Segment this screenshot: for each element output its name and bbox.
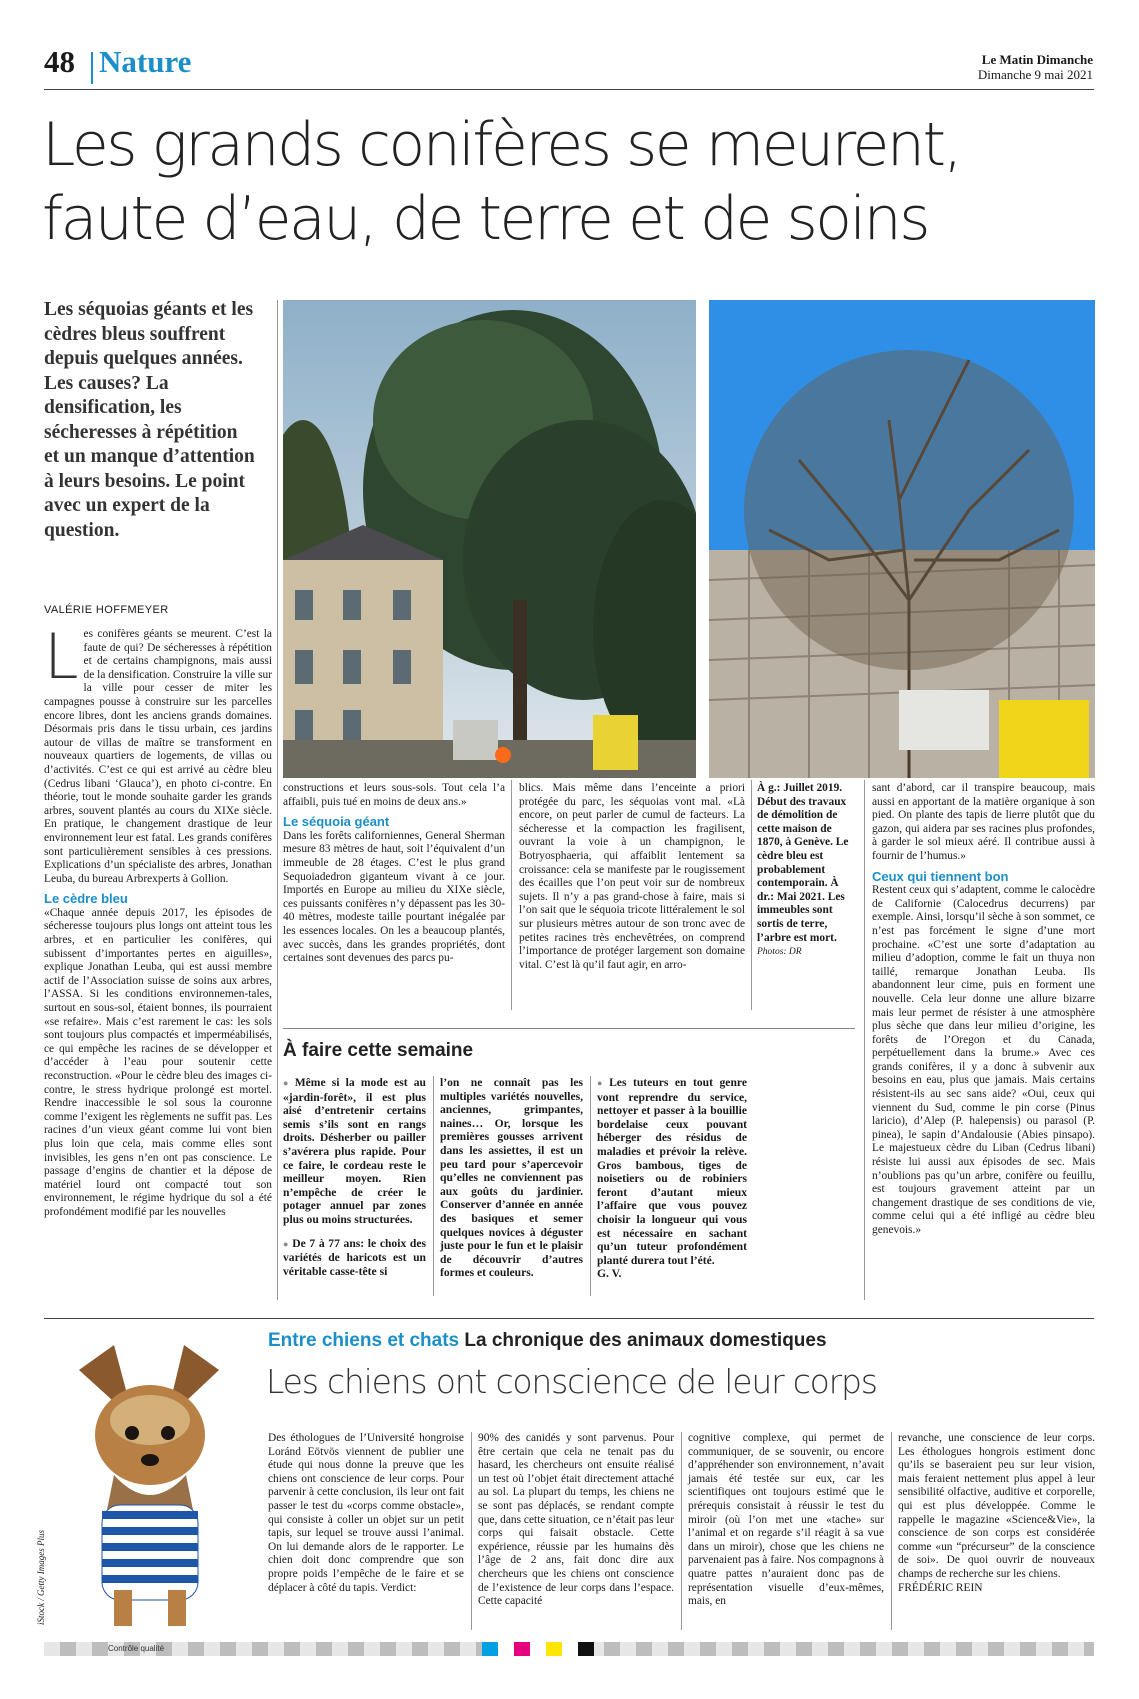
- column-rule-3: [751, 780, 752, 1010]
- article-column-5: [872, 782, 1095, 1238]
- column-5-lead: sant d’abord, car il transpire beaucoup, mais aussi en apportant de la matière organique à son pied. On plante des tapis de lierre plutôt que du gazon, qui aidera par ses racines plus profondes, à garder le sol mieux aéré. Il contribue aussi à fournir de l’humus.»: [872, 782, 1095, 862]
- swatch-white-2: [530, 1642, 546, 1656]
- chronicle-rule: [44, 1318, 1094, 1319]
- dog-photo-credit: iStock / Getty Images Plus: [36, 1530, 46, 1625]
- chronicle-column-2: [478, 1432, 674, 1609]
- chronicle-rule-2: [681, 1432, 682, 1630]
- photo-cedar-2019: [283, 300, 696, 778]
- column-1-body: «Chaque année depuis 2017, les épisodes de sécheresse toujours plus longs ont atteint tous les arbres, et en particulier les conifères, qui subissent d’importantes pertes en aiguilles», explique Jonathan Leuba, qui est aussi membre actif de l’Association suisse de soins aux arbres, l’ASSA. Si les conditions environnemen-tales, surtout en sous-sol, étaient bonnes, ils pourraient «se refaire». Mais c’est rarement le cas: les sols sont toujours plus compactés et imperméabilisés, ce qui empêche les racines de se développer et d’accéder à l’eau pour soutenir cette reconstruction. «Pour le cèdre bleu des images ci-contre, le stress hydrique prolongé est mortel. Rendre inaccessible le sol sous la couronne comme l’exigent les règlements ne suffit pas. Les racines d’un vieux géant comme lui vont bien plus loin que cela, mais comme elles sont invisibles, les gens n’en ont pas conscience. Le passage d’engins de chantier et la dépose de matériel lourd ont compacté tout son environnement, le régime hydrique du sol a été profondément modifié par les nouvelles: [44, 906, 272, 1218]
- tip-2-text: De 7 à 77 ans: le choix des variétés de haricots est un véritable casse-tête si: [283, 1236, 427, 1278]
- column-2-lead: constructions et leurs sous-sols. Tout cela l’a affaibli, puis tué en moins de deux ans.»: [283, 782, 505, 808]
- chronicle-col-2-text: 90% des canidés y sont parvenus. Pour être certain que cela ne tenait pas du hasard, les chercheurs ont ensuite réalisé un test où l’objet était directement attaché au sol. La plupart du temps, les chiens ne se sont pas déplacés, se rendant compte que, dans cette situation, ce n’était pas leur corps qui faisait obstacle. Cette expérience, réussie par les humains dès l’âge de 2 ans, fait donc dire aux chercheurs que les chiens ont conscience de l’existence de leur corps dans l’espace. Cette capacité: [478, 1432, 674, 1608]
- chronicle-col-1-text: Des éthologues de l’Université hongroise Loránd Eötvös viennent de publier une étude qui nous donne la preuve que les chiens ont conscience de leur corps. Pour parvenir à cette conclusion, ils leur ont fait passer le test du «corps comme obstacle», qui consiste à coller un objet sur un petit tapis, sur lequel se trouve aussi l’animal. On lui demande alors de le rapporter. Le chien doit donc comprendre que son propre poids l’empêche de le faire et se déplacer à côté du tapis. Verdict:: [268, 1432, 464, 1594]
- caption-credit: Photos: DR: [757, 947, 802, 958]
- tip-1-text: Même si la mode est au «jardin-forêt», il est plus aisé d’entretenir certains semis s’ils sont en rangs droits. Désherber ou pailler s’avérera plus rapide. Pour ce faire, le cordeau reste le meilleur moyen. Rien n’empêche de créer le potager annuel par zones plus ou moins structurées.: [283, 1076, 427, 1226]
- box-column-3: [597, 1076, 747, 1281]
- header-rule: [44, 89, 1094, 90]
- column-rule-4: [864, 780, 865, 1300]
- swatch-black: [578, 1642, 594, 1656]
- subhead-sequoia: Le séquoia géant: [283, 814, 390, 830]
- section-title: Nature: [99, 44, 192, 79]
- photo-cedar-2021: [709, 300, 1095, 778]
- chronicle-title: Les chiens ont conscience de leur corps: [266, 1362, 877, 1401]
- subhead-ceux-qui-tiennent: Ceux qui tiennent bon: [872, 868, 1009, 884]
- chronicle-author: FRÉDÉRIC REIN: [898, 1581, 983, 1594]
- chronicle-column-1: [268, 1432, 464, 1595]
- chronicle-column-4: [898, 1432, 1095, 1595]
- publication-name: Le Matin Dimanche: [981, 52, 1093, 67]
- box-column-1: [283, 1076, 426, 1278]
- box-title: À faire cette semaine: [283, 1040, 474, 1061]
- article-column-2: [283, 782, 505, 966]
- column-2-body: Dans les forêts californiennes, General Sherman mesure 83 mètres de haut, soit l’équivalent d’un immeuble de 28 étages. C’est le plus grand Sequoiadedron giganteum vivant à ce jour. Importés en Europe au milieu du XIXe siècle, ces puissants conifères n’y dépassent pas les 30-40 mètres, modeste taille pourtant inégalée par les essences locales. On les a beaucoup plantés, avec succès, dans les grandes propriétés, dont certaines sont devenues des parcs pu-: [283, 829, 505, 965]
- issue-date: Dimanche 9 mai 2021: [977, 67, 1093, 82]
- swatch-white-3: [562, 1642, 578, 1656]
- chronicle-rule-1: [471, 1432, 472, 1630]
- photo-caption: [757, 782, 857, 960]
- chronicle-col-3-text: cognitive complexe, qui permet de communiquer, de se souvenir, ou encore d’appréhender son environnement, n’avait jamais été testée sur eux, car les scientifiques ont toujours estimé que le prérequis consistait à réussir le test du miroir (où l’on met une «tache» sur l’animal et on regarde s’il réagit à sa vue dans un miroir), chose que les chiens ne parvenaient pas à faire. Nos compagnons à quatre pattes n’auraient donc pas de représentation visuelle d’eux-mêmes, mais, en: [688, 1432, 884, 1608]
- tip-3: [597, 1076, 747, 1267]
- column-rule-1: [277, 300, 278, 1300]
- column-1-intro: es conifères géants se meurent. C’est la faute de qui? De sécheresses à répétition et de certains champignons, mais aussi de la densification. Construire la ville sur la ville pour cesser de miter les campagnes pousse à construire sur les parcelles encore libres, dont les anciens grands domaines. Désormais pris dans le tissu urbain, ces jardins autour de villas de maître se transforment en nouveaux quartiers de logements, de villas ou d’activités. C’est ce qui est arrivé au cèdre bleu (Cedrus libani ‘Glauca’), en photo ci-contre. En théorie, tout le monde souhaite garder les grands arbres, souvent plantés au cours du XIXe siècle. En pratique, le changement drastique de leur environnement leur est fatal. Les grands conifères sont particulièrement sensibles à ces pressions. Explications d’un spécialiste des arbres, Jonathan Leuba, du bureau Arbrexperts à Gollion.: [44, 628, 272, 885]
- box-top-rule: [283, 1028, 855, 1029]
- lede: Les séquoias géants et les cèdres bleus souffrent depuis quelques années. Les causes? La densification, les sécheresses à répétition et un manque d’attention à leurs besoins. Le point avec un expert de la question.: [44, 299, 255, 541]
- swatch-magenta: [514, 1642, 530, 1656]
- dog-photo: [44, 1325, 258, 1630]
- quality-control-label: Contrôle qualité: [108, 1644, 165, 1653]
- box-rule-2: [590, 1076, 591, 1296]
- headline-line-1: Les grands conifères se meurent,: [42, 110, 961, 180]
- caption-text: À g.: Juillet 2019. Début des travaux de démolition de cette maison de 1870, à Genève. Le cèdre bleu est probablement contemporain. À dr.: Mai 2021. Les immeubles sont sortis de terre, l’arbre est mort.: [757, 782, 849, 944]
- chronicle-column-3: [688, 1432, 884, 1609]
- swatch-cyan: [482, 1642, 498, 1656]
- column-rule-2: [511, 780, 512, 1010]
- tip-2: [283, 1237, 426, 1279]
- column-5-body: Restent ceux qui s’adaptent, comme le calocèdre de Californie (Calocedrus decurrens) par exemple. Ainsi, lorsqu’il sèche à son sommet, ce n’est pas forcément le signe d’une mort prochaine. «C’est une sorte d’adaptation au milieu d’adoption, comme le fait un thuya non taillé, remarque Jonathan Leuba. Ils abandonnent leur cime, puis en forment une nouvelle. Cela leur donne une allure bizarre mais leur permet de résister à une atmosphère plus sèche que dans leur milieu d’origine, les forêts de l’Oregon et du Canada, perpétuellement dans la brume.» Avec ces grands conifères, il y a donc à subvenir aux besoins en eau, plus que jamais. Mais certains résistent-ils au sec sans aide? «Oui, ceux qui viennent du Sud, comme le pin corse (Pinus laricio), d’Alep (P. halepensis) ou parasol (P. pinea), le sapin d’Andalousie (Abies pinsapo). Le majestueux cèdre du Liban (Cedrus libani) résiste lui aussi aux épisodes de sec. Mais n’oublions pas qu’un arbre, conifère ou feuillu, est toujours gravement atteint par un changement drastique de ses conditions de vie, comme celui qui a été infligé au cèdre bleu genevois.»: [872, 884, 1095, 1236]
- tip-3-text: Les tuteurs en tout genre vont reprendre du service, nettoyer et passer à la bouillie bordelaise ceux pouvant héberger des résidus de maladies et prévoir la relève. Gros bambous, tiges de noisetiers ou de robiniers feront d’autant mieux l’affaire que vous pouvez choisir la longueur qui vous est nécessaire en sachant qu’un tuteur profondément planté durera tout l’été.: [597, 1076, 747, 1267]
- chronicle-col-4-text: revanche, une conscience de leur corps. Les éthologues hongrois estiment donc qu’ils se baseraient peu sur leur vision, mais feraient nettement plus appel à leur sensibilité olfactive, auditive et corporelle, qui est plus développée. Comme le rappelle le magazine «Science&Vie», la conscience de son corps est considérée comme «un “précurseur” de la conscience de soi». De quoi ouvrir de nouveaux champs de recherche sur les chiens.: [898, 1432, 1095, 1580]
- drop-cap: L: [44, 620, 79, 693]
- chronicle-rule-3: [891, 1432, 892, 1630]
- box-column-2: [440, 1076, 583, 1280]
- page-number: 48: [44, 44, 75, 79]
- chronicle-series: Entre chiens et chats: [268, 1330, 460, 1351]
- headline: [42, 108, 960, 256]
- byline: VALÉRIE HOFFMEYER: [44, 604, 169, 616]
- box-rule-1: [433, 1076, 434, 1296]
- headline-line-2: faute d’eau, de terre et de soins: [42, 184, 928, 254]
- box-signature: G. V.: [597, 1267, 622, 1281]
- swatch-white: [498, 1642, 514, 1656]
- chronicle-kicker: [268, 1330, 827, 1352]
- article-column-3: [519, 782, 745, 972]
- column-3-body: blics. Mais même dans l’enceinte a priori protégée du parc, les séquoias vont mal. «Là encore, on peut parler de cumul de facteurs. La sécheresse et la compaction les fragilisent, ouvrant la voie à un champignon, le Botryosphaeria, qui affaiblit lentement sa croissance: cela se manifeste par le rougissement des écailles que l’on peut voir sur de nombreux sujets. Il n’y a pas grand-chose à faire, mais si l’on sait que le séquoia tricote littéralement le sol sur plusieurs mètres autour de son tronc avec de petites racines très enchevêtrées, on comprend l’importance de protéger largement son domaine vital. C’est là qu’il faut agir, en arro-: [519, 782, 745, 971]
- subhead-cedre-bleu: Le cèdre bleu: [44, 891, 128, 907]
- tip-2-continued: l’on ne connaît pas les multiples variétés nouvelles, anciennes, grimpantes, naines… Or, lorsque les premières gousses arrivent dans les assiettes, il est un peu tard pour s’apercevoir qu’elles ne conviennent pas aux goûts du jardinier. Conserver d’année en année des basiques et semer quelques novices à déguster juste pour le fun et le plaisir de découvrir d’autres formes et couleurs.: [440, 1076, 583, 1280]
- article-column-1: [44, 620, 272, 1220]
- swatch-yellow: [546, 1642, 562, 1656]
- color-register-marks: [482, 1642, 594, 1656]
- header-divider: [91, 52, 93, 84]
- tip-1: [283, 1076, 426, 1227]
- chronicle-series-description: La chronique des animaux domestiques: [464, 1330, 827, 1351]
